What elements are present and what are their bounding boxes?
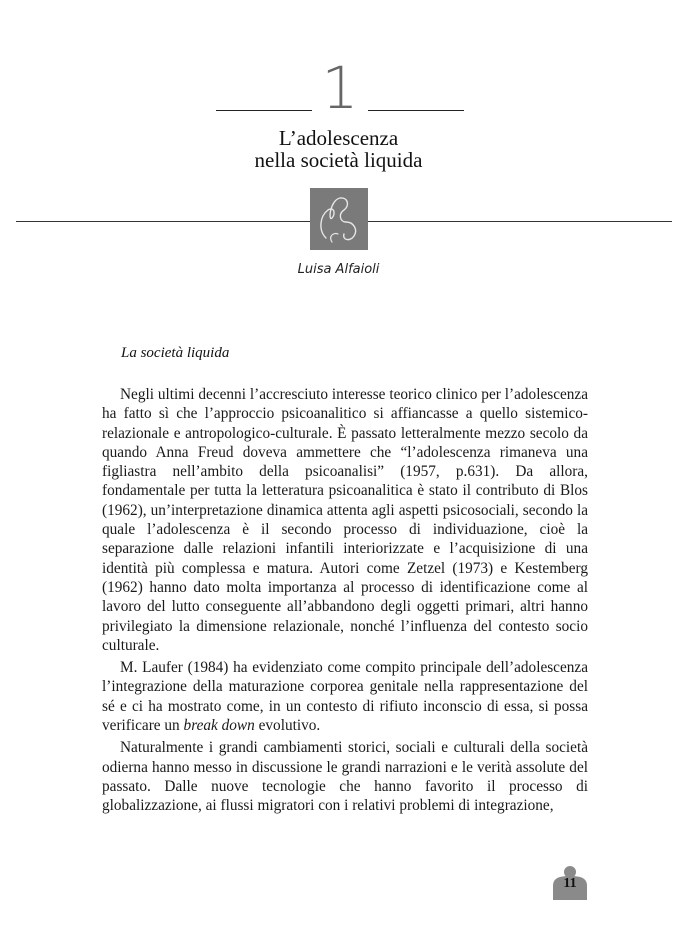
body-text xyxy=(102,385,588,819)
section-heading: La società liquida xyxy=(121,345,230,361)
paragraph: Naturalmente i grandi cambiamenti storici, sociali e culturali della società odierna hanno messo in discussione le grandi narrazioni e le verità assolute del passato. Dalle nuove tecnologie che hanno favorito il processo di globalizzazione, ai flussi migratori con i relativi problemi di integrazione, xyxy=(102,739,588,815)
chapter-title-line-2: nella società liquida xyxy=(254,148,423,172)
chapter-number-left-rule xyxy=(216,110,312,111)
paragraph: Negli ultimi decenni l’accresciuto interesse teorico clinico per l’adolescenza ha fatto sì che l’approccio psicoanalitico si affiancasse a quello sistemico-relazionale e antropologico-culturale. È passato letteralmente mezzo secolo da quando Anna Freud doveva ammettere che “l’adolescenza rimaneva una figliastra nell’ambito della psicoanalisi” (1957, p.631). Da allora, fondamentale per tutta la letteratura psicoanalitica è stato il contributo di Blos (1962), un’interpretazione dinamica attenta agli aspetti psicosociali, secondo la quale l’adolescenza è il secondo processo di individuazione, cioè la separazione dalle relazioni infantili interiorizzate e l’acquisizione di una identità più complessa e matura. Autori come Zetzel (1973) e Kestemberg (1962) hanno dato molta importanza al processo di identificazione come al lavoro del lutto conseguente all’abbandono degli oggetti primari, altri hanno privilegiato la dimensione relazionale, nonché l’influenza del contesto socio culturale. xyxy=(102,386,588,654)
chapter-number: 1 xyxy=(321,54,359,122)
paragraph-emphasis: break down xyxy=(183,717,255,735)
chapter-title xyxy=(0,127,677,171)
paragraph-text: evolutivo. xyxy=(254,717,321,735)
chapter-number-block xyxy=(0,54,677,122)
paragraph-text: M. Laufer (1984) ha evidenziato come compito principale dell’adolescenza l’integrazione della maturazione corporea genitale nella rappresentazione del sé e ci ha mostrato come, in un contesto di rifiuto inconscio di essa, si possa verificare un xyxy=(102,659,588,735)
paragraph xyxy=(102,658,588,735)
chapter-number-right-rule xyxy=(368,110,464,111)
author-name: Luisa Alfaioli xyxy=(297,262,380,277)
swirl-emblem-icon xyxy=(310,188,368,250)
chapter-title-line-1: L’adolescenza xyxy=(278,126,399,150)
page-number: 11 xyxy=(563,876,577,891)
